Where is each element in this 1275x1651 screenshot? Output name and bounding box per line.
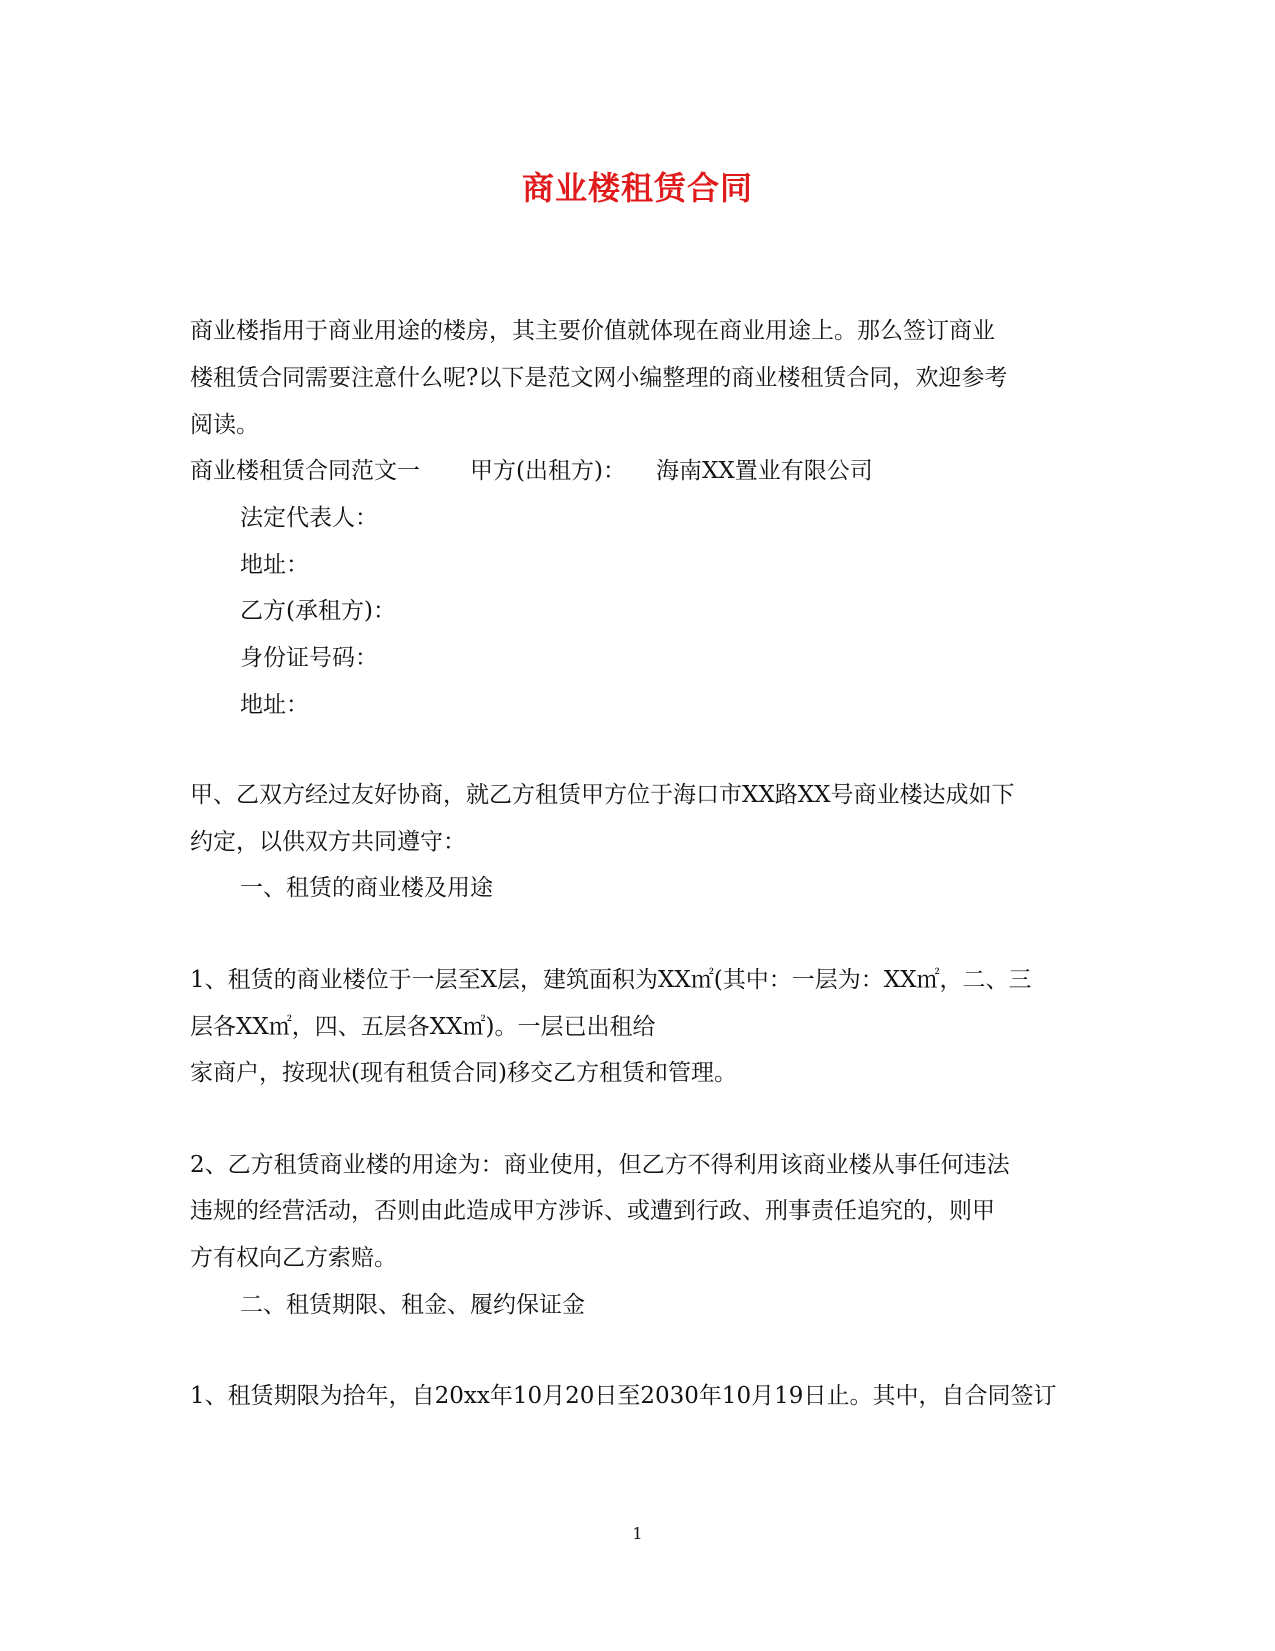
clause1-2-line-1: 2、乙方租赁商业楼的用途为：商业使用，但乙方不得利用该商业楼从事任何违法 bbox=[190, 1152, 1010, 1178]
agreement-line-2: 约定，以供双方共同遵守： bbox=[190, 829, 466, 855]
agreement-line-1: 甲、乙双方经过友好协商，就乙方租赁甲方位于海口市XX路XX号商业楼达成如下 bbox=[190, 782, 1015, 808]
page-number: 1 bbox=[632, 1524, 643, 1543]
clause1-2-line-3: 方有权向乙方索赔。 bbox=[190, 1245, 397, 1271]
party-b-field: 乙方(承租方)： bbox=[240, 598, 396, 624]
section2-heading: 二、租赁期限、租金、履约保证金 bbox=[240, 1292, 585, 1318]
intro-line-2: 楼租赁合同需要注意什么呢?以下是范文网小编整理的商业楼租赁合同，欢迎参考 bbox=[190, 365, 1008, 391]
clause1-1-line-3: 家商户，按现状(现有租赁合同)移交乙方租赁和管理。 bbox=[190, 1060, 737, 1086]
address-a-field: 地址： bbox=[240, 552, 309, 578]
clause1-1-line-2: 层各XX㎡，四、五层各XX㎡)。一层已出租给 bbox=[190, 1014, 656, 1040]
legal-rep-field: 法定代表人： bbox=[240, 505, 378, 531]
document-title: 商业楼租赁合同 bbox=[521, 169, 753, 207]
intro-line-3: 阅读。 bbox=[190, 412, 259, 438]
clause1-2-line-2: 违规的经营活动，否则由此造成甲方涉诉、或遭到行政、刑事责任追究的，则甲 bbox=[190, 1198, 995, 1224]
party-a-name: 海南XX置业有限公司 bbox=[655, 458, 873, 484]
address-b-field: 地址： bbox=[240, 692, 309, 718]
intro-line-1: 商业楼指用于商业用途的楼房，其主要价值就体现在商业用途上。那么签订商业 bbox=[190, 318, 995, 344]
party-a-label: 甲方(出租方)： bbox=[470, 458, 626, 484]
clause2-1-line-1: 1、租赁期限为拾年，自20xx年10月20日至2030年10月19日止。其中，自合同签订 bbox=[190, 1383, 1057, 1409]
sample-heading: 商业楼租赁合同范文一 bbox=[190, 458, 420, 484]
clause1-1-line-1: 1、租赁的商业楼位于一层至X层，建筑面积为XX㎡(其中：一层为：XX㎡，二、三 bbox=[190, 967, 1032, 993]
section1-heading: 一、租赁的商业楼及用途 bbox=[240, 875, 493, 901]
id-number-field: 身份证号码： bbox=[240, 645, 378, 671]
sample-heading-line bbox=[190, 456, 1085, 486]
